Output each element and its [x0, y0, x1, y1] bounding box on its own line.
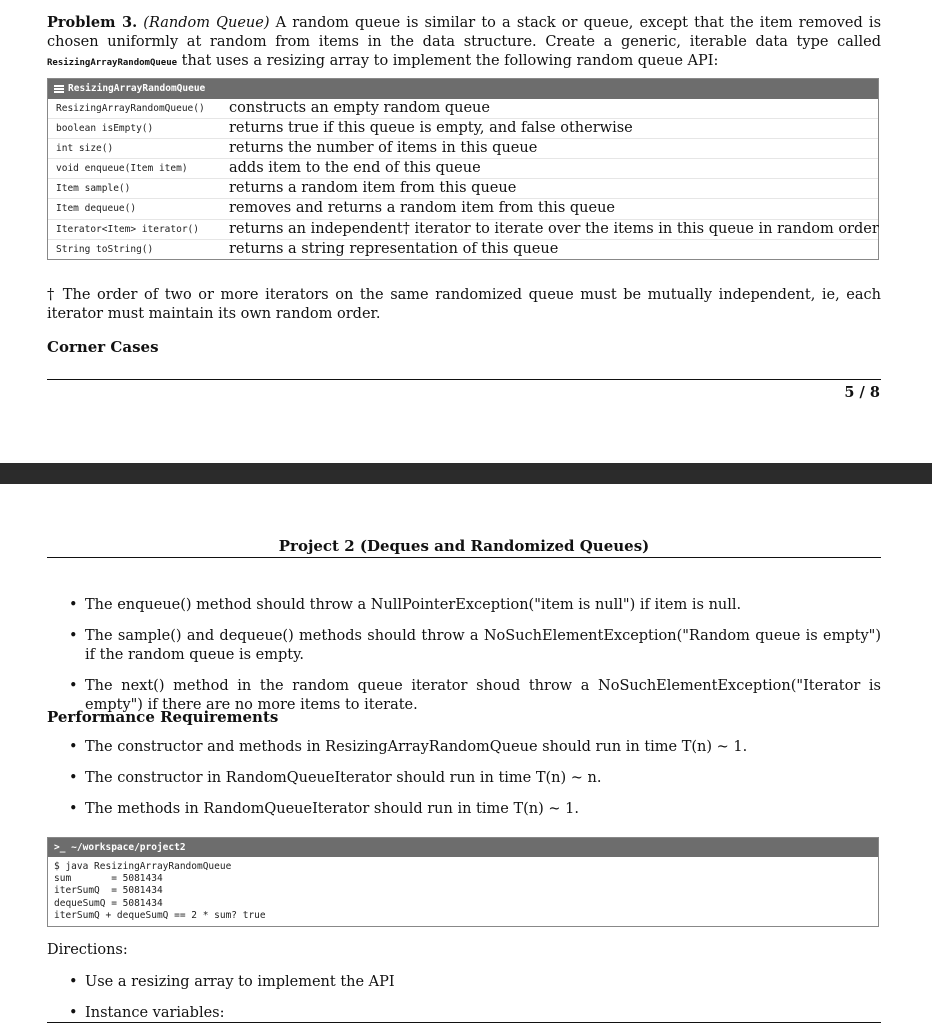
api-description: removes and returns a random item from this queue	[229, 200, 615, 217]
api-signature: ResizingArrayRandomQueue()	[56, 103, 205, 114]
api-description: adds item to the end of this queue	[229, 160, 481, 177]
api-description: returns a string representation of this queue	[229, 240, 559, 257]
header-rule	[47, 557, 881, 558]
api-row	[48, 199, 878, 219]
terminal-title: >_ ~/workspace/project2	[48, 838, 878, 857]
running-header: Project 2 (Deques and Randomized Queues)	[278, 537, 650, 555]
terminal-line: iterSumQ + dequeSumQ == 2 * sum? true	[54, 909, 266, 921]
section-heading-corner-cases: Corner Cases	[47, 338, 159, 356]
problem-label: Problem 3.	[47, 14, 138, 31]
api-description: returns the number of items in this queue	[229, 140, 538, 157]
list-item: • The methods in RandomQueueIterator should run in time T(n) ~ 1.	[47, 800, 881, 819]
api-signature: boolean isEmpty()	[56, 123, 154, 135]
api-row	[48, 179, 878, 199]
api-table-header	[48, 79, 878, 99]
api-description: returns a random item from this queue	[229, 180, 517, 197]
terminal-line: $ java ResizingArrayRandomQueue	[54, 861, 232, 872]
terminal-body	[48, 857, 878, 926]
api-description: returns an independent† iterator to iterate over the items in this queue in random order	[229, 220, 879, 237]
api-row	[48, 139, 878, 159]
intro-text-a: A random queue is similar to a stack or queue, except that the item removed is chosen uniformly at random from items in the data structure. Create a generic, iterable data type called	[47, 15, 882, 50]
terminal-line: iterSumQ = 5081434	[54, 885, 163, 897]
api-signature: String toString()	[56, 243, 154, 255]
intro-class-name: ResizingArrayRandomQueue	[47, 58, 178, 68]
section-heading-performance: Performance Requirements	[47, 708, 279, 726]
api-row	[48, 220, 878, 240]
intro-text-b: that uses a resizing array to implement the following random queue API:	[181, 53, 719, 69]
api-description: constructs an empty random queue	[229, 100, 490, 116]
problem-intro	[47, 13, 881, 73]
api-rows	[48, 99, 878, 259]
list-item: • The next() method in the random queue iterator shoud throw a NoSuchElementException("Iterator is empty") if there are no more items to iterate.	[47, 677, 881, 715]
corner-cases-list	[47, 596, 881, 715]
directions-label: Directions:	[47, 942, 128, 958]
api-row	[48, 99, 878, 119]
api-signature: Item sample()	[56, 183, 131, 195]
api-row	[48, 240, 878, 259]
api-row	[48, 119, 878, 139]
api-signature: int size()	[56, 143, 114, 155]
list-item: • Instance variables:	[47, 1004, 881, 1023]
list-icon	[54, 85, 64, 93]
api-table-title: ResizingArrayRandomQueue	[68, 83, 206, 94]
api-table	[47, 78, 879, 260]
document-page-6	[0, 484, 932, 1024]
list-item: • The constructor in RandomQueueIterator should run in time T(n) ~ n.	[47, 769, 881, 788]
api-signature: Iterator<Item> iterator()	[56, 223, 199, 235]
document-page-5	[0, 0, 932, 463]
api-signature: void enqueue(Item item)	[56, 163, 188, 175]
api-row	[48, 159, 878, 179]
list-item: • The enqueue() method should throw a NullPointerException("item is null") if item is null.	[47, 596, 881, 615]
problem-title: (Random Queue)	[143, 15, 270, 31]
terminal-line: sum = 5081434	[54, 873, 163, 885]
terminal-output	[47, 837, 879, 927]
performance-list	[47, 738, 881, 819]
terminal-line: dequeSumQ = 5081434	[54, 897, 163, 909]
directions-list	[47, 973, 881, 1023]
page-divider	[47, 379, 881, 380]
api-signature: Item dequeue()	[56, 203, 137, 215]
page-number: 5 / 8	[844, 384, 880, 401]
bottom-rule	[47, 1022, 881, 1023]
api-description: returns true if this queue is empty, and false otherwise	[229, 120, 633, 137]
page-gap	[0, 463, 932, 484]
list-item: • The sample() and dequeue() methods should throw a NoSuchElementException("Random queue is empty") if the random queue is empty.	[47, 627, 881, 665]
list-item: • The constructor and methods in ResizingArrayRandomQueue should run in time T(n) ~ 1.	[47, 738, 881, 757]
footnote: † The order of two or more iterators on the same randomized queue must be mutually independent, ie, each iterator must maintain its own random order.	[47, 287, 881, 322]
list-item: • Use a resizing array to implement the API	[47, 973, 881, 992]
